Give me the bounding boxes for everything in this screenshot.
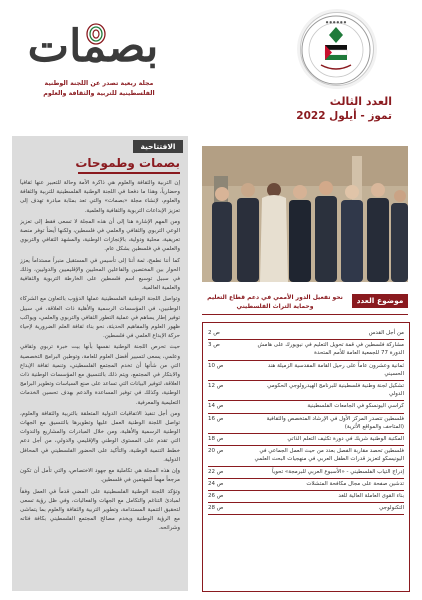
toc-entry-title: فلسطين تتصدر المركز الأول في الإرشاد المتخصص والثقافية (المتاحف والمواقع الأثرية) <box>266 415 404 430</box>
toc-entry-title: تشكيل لجنة وطنية فلسطينية للبرنامج الهيدرولوجي الحكومي الدولي <box>267 383 404 398</box>
editorial-paragraph: ومن المهم الإشارة هنا إلى أن هذه المجلة لا تسعى فقط إلى تعزيز الوعي التربوي والثقافي والعلمي في فلسطين، ولكنها أيضاً توفر منصة تعريفية، محلية ودولية، بالإنجازات الوطنية، والمشهد الثقافي والتربوي والعلمي في فلسطين بشكل عام. <box>20 218 180 253</box>
editorial-body <box>20 179 180 587</box>
toc-entry[interactable] <box>208 503 404 515</box>
toc-entry-page: ص 2 <box>208 330 220 336</box>
toc-entry[interactable] <box>208 381 404 401</box>
editorial-paragraph: ومن أجل تنفيذ الاتفاقيات الدولية المتعلقة بالتربية والثقافة والعلوم، تواصل اللجنة الوطنية العمل عليها وتطويرها بالتنسيق مع الجهات الوطنية الرسمية والأهلية، ومن خلال المبادرات والمشاريع والندوات التي تقدم على المستوى الوطني والإقليمي والدولي، من أجل دعم خطط التنمية الوطنية، والتأكيد على الحضور الفلسطيني في المحافل الدولية. <box>20 410 180 463</box>
editorial-title-underline <box>78 172 180 174</box>
toc-entry-title: إدراج التياب الفلسطيني - «الأسبوع العربي للبرمجة» تحوياً <box>272 468 404 475</box>
toc-entry[interactable] <box>208 467 404 479</box>
toc-entry[interactable] <box>208 446 404 466</box>
toc-entry-page: ص 18 <box>208 436 224 443</box>
toc-entry-title: ثمانية وعشرون عاماً على رحيل القامة المقدسية الزميلة هند الحسيني <box>267 362 404 377</box>
toc-entry-page: ص 3 <box>208 342 220 349</box>
editorial-paragraph: وتواصل اللجنة الوطنية الفلسطينية عملها الدؤوب بالتعاون مع الشركاء الوطنيين، في المؤسسات الرسمية والأهلية ذات العلاقة، في سبيل توفير إطار يساهم في عملية التطور الثقافي والتربوي والعلمي، ويواكب ظهور العلوم والمفاهيم الحديثة، نحو بناء ثقافة العلم الضرورية لإحياء حركة الإبداع العلمي في فلسطين. <box>20 296 180 340</box>
svg-text:● ● ● ● ● ●: ● ● ● ● ● ● <box>325 20 347 24</box>
photo-caption-line1: نحو تفعيل الدور الأممي في دعم قطاع التعليم <box>207 294 343 301</box>
tagline-line1: مجلة ربعية تصدر عن اللجنة الوطنية <box>44 80 154 87</box>
toc-entry-title: فلسطين تحصد مقاربة الفصل بعدد من حيث العمل الجماعي في اليونيسكو لتعزيز قدرات الطفل العربي في منهجيات البحث العلمي <box>254 448 404 463</box>
editorial-paragraph: إن التربية والثقافة والعلوم هي ذاكرة الأمة وحالة للتعبير عنها ثقافياً وحضارياً، وهذا ما دفعنا في اللجنة الوطنية الفلسطينية للتربية والثقافة والعلوم، لإنشاء مجلة «بصمات» والتي تعد بمثابة مبادرة تهدف إلى تعزيز الإبداعات التربوية والثقافية والعلمية. <box>20 180 180 214</box>
toc-entry[interactable] <box>208 328 404 340</box>
editorial-paragraph: وإن هذه المجلة هي تكاملية مع جهود الاختصاص، والتي تأمل أن تكون مرجعاً مهماً للمهتمين في فلسطين. <box>20 468 180 484</box>
toc-entry-page: ص 22 <box>208 468 224 475</box>
toc-entry-page: ص 12 <box>208 383 224 390</box>
toc-entry-title: بناء القوى العاملة العالية للغد <box>338 493 404 500</box>
toc-entry[interactable] <box>208 491 404 503</box>
editorial-paragraph: وتؤكد اللجنة الوطنية الفلسطينية على المضي قدماً في العمل وفقاً لمبادئ التناغم والتكامل مع الجهات والفعاليات، وفي ظل رؤية تسعى لتحقيق التنمية المستدامة، وتطوير التربية والثقافة والعلوم بما يتماشى مع الرؤية الوطنية ويخدم مصالح المجتمع الفلسطيني بكافة فئاته وشرائحه. <box>20 488 180 532</box>
toc-entry[interactable] <box>208 401 404 413</box>
editorial-paragraph: حيث تحرص اللجنة الوطنية نفسها بأنها بيت خبرة تربوي وثقافي وعلمي، يسعى لتسيير أفضل العلوم للعامة، وتوطين البرامج التخصصية التي من شأنها أن تخدم المجتمع الفلسطيني، وتنمية ثقافة الإبداع والابتكار في المجتمع، ويتم ذلك بالتنسيق مع المؤسسات الوطنية ذات العلاقة، لتوفير البيانات التي تساعد على صنع السياسات وتطوير البرامج الوطنية، وكذلك في توفير المساعدة والدعم بهدف تحسين الخدمات التعليمية والمعرفية. <box>20 344 180 406</box>
editorial-section-label: الافتتاحية <box>133 140 183 153</box>
editorial-paragraph: كما أننا نطمح، ثمة أننا إلى تأسيس في المستقبل منبراً مستداماً يعزز الحوار بين المختصين والفاعلين المحليين والإقليميين والدوليين، وذلك في سبيل توسيع اسم فلسطين على الخارطة التربوية والثقافية والعلمية العالمية. <box>20 257 180 292</box>
toc-entry-title: التكنولوجي <box>379 505 404 512</box>
tagline-line2: الفلسطينية للتربية والثقافة والعلوم <box>43 90 155 97</box>
photo-caption-line2: وحماية التراث الفلسطيني <box>236 303 314 310</box>
toc-entry[interactable] <box>208 479 404 491</box>
masthead-title: بصمات <box>27 21 159 72</box>
toc-entry-title: كراسي اليونسكو في الجامعات الفلسطينية <box>307 403 404 410</box>
issue-number: العدد الثالث <box>329 95 392 108</box>
toc-entry[interactable] <box>208 434 404 446</box>
toc-entry-page: ص 10 <box>208 362 224 369</box>
toc-entry[interactable] <box>208 340 404 360</box>
toc-entry-page: ص 20 <box>208 448 224 455</box>
toc-entry-page: ص 24 <box>208 480 224 487</box>
group-photo <box>202 146 408 282</box>
toc-entry-title: من أجل القدس <box>368 330 404 336</box>
caption-divider <box>202 314 408 315</box>
toc-entry-title: تدشين صفحة على مجال مكافحة المتشلات <box>306 480 404 487</box>
toc-entry-page: ص 28 <box>208 505 224 512</box>
toc-entry[interactable] <box>208 414 404 434</box>
national-commission-emblem-icon <box>300 12 374 86</box>
toc-entry-title: المكتبة الوطنية شريك في دورة تكثيف التعلم الذاتي <box>287 436 404 443</box>
toc-entry[interactable] <box>208 361 404 381</box>
issue-topic-badge: موضوع العدد <box>352 294 408 308</box>
toc-entry-page: ص 14 <box>208 403 224 410</box>
toc-entry-page: ص 26 <box>208 493 224 500</box>
toc-entry-page: ص 16 <box>208 415 224 422</box>
toc-entry-title: مشاركة فلسطين في قمة تحويل التعليم في نيويورك على هامش الدورة 77 للجمعية العامة للأمم المتحدة <box>257 342 404 357</box>
editorial-title: بصمات وطموحات <box>75 156 180 170</box>
magazine-header <box>0 0 422 128</box>
table-of-contents <box>208 328 404 515</box>
issue-date: تموز - أيلول 2022 <box>296 110 392 122</box>
